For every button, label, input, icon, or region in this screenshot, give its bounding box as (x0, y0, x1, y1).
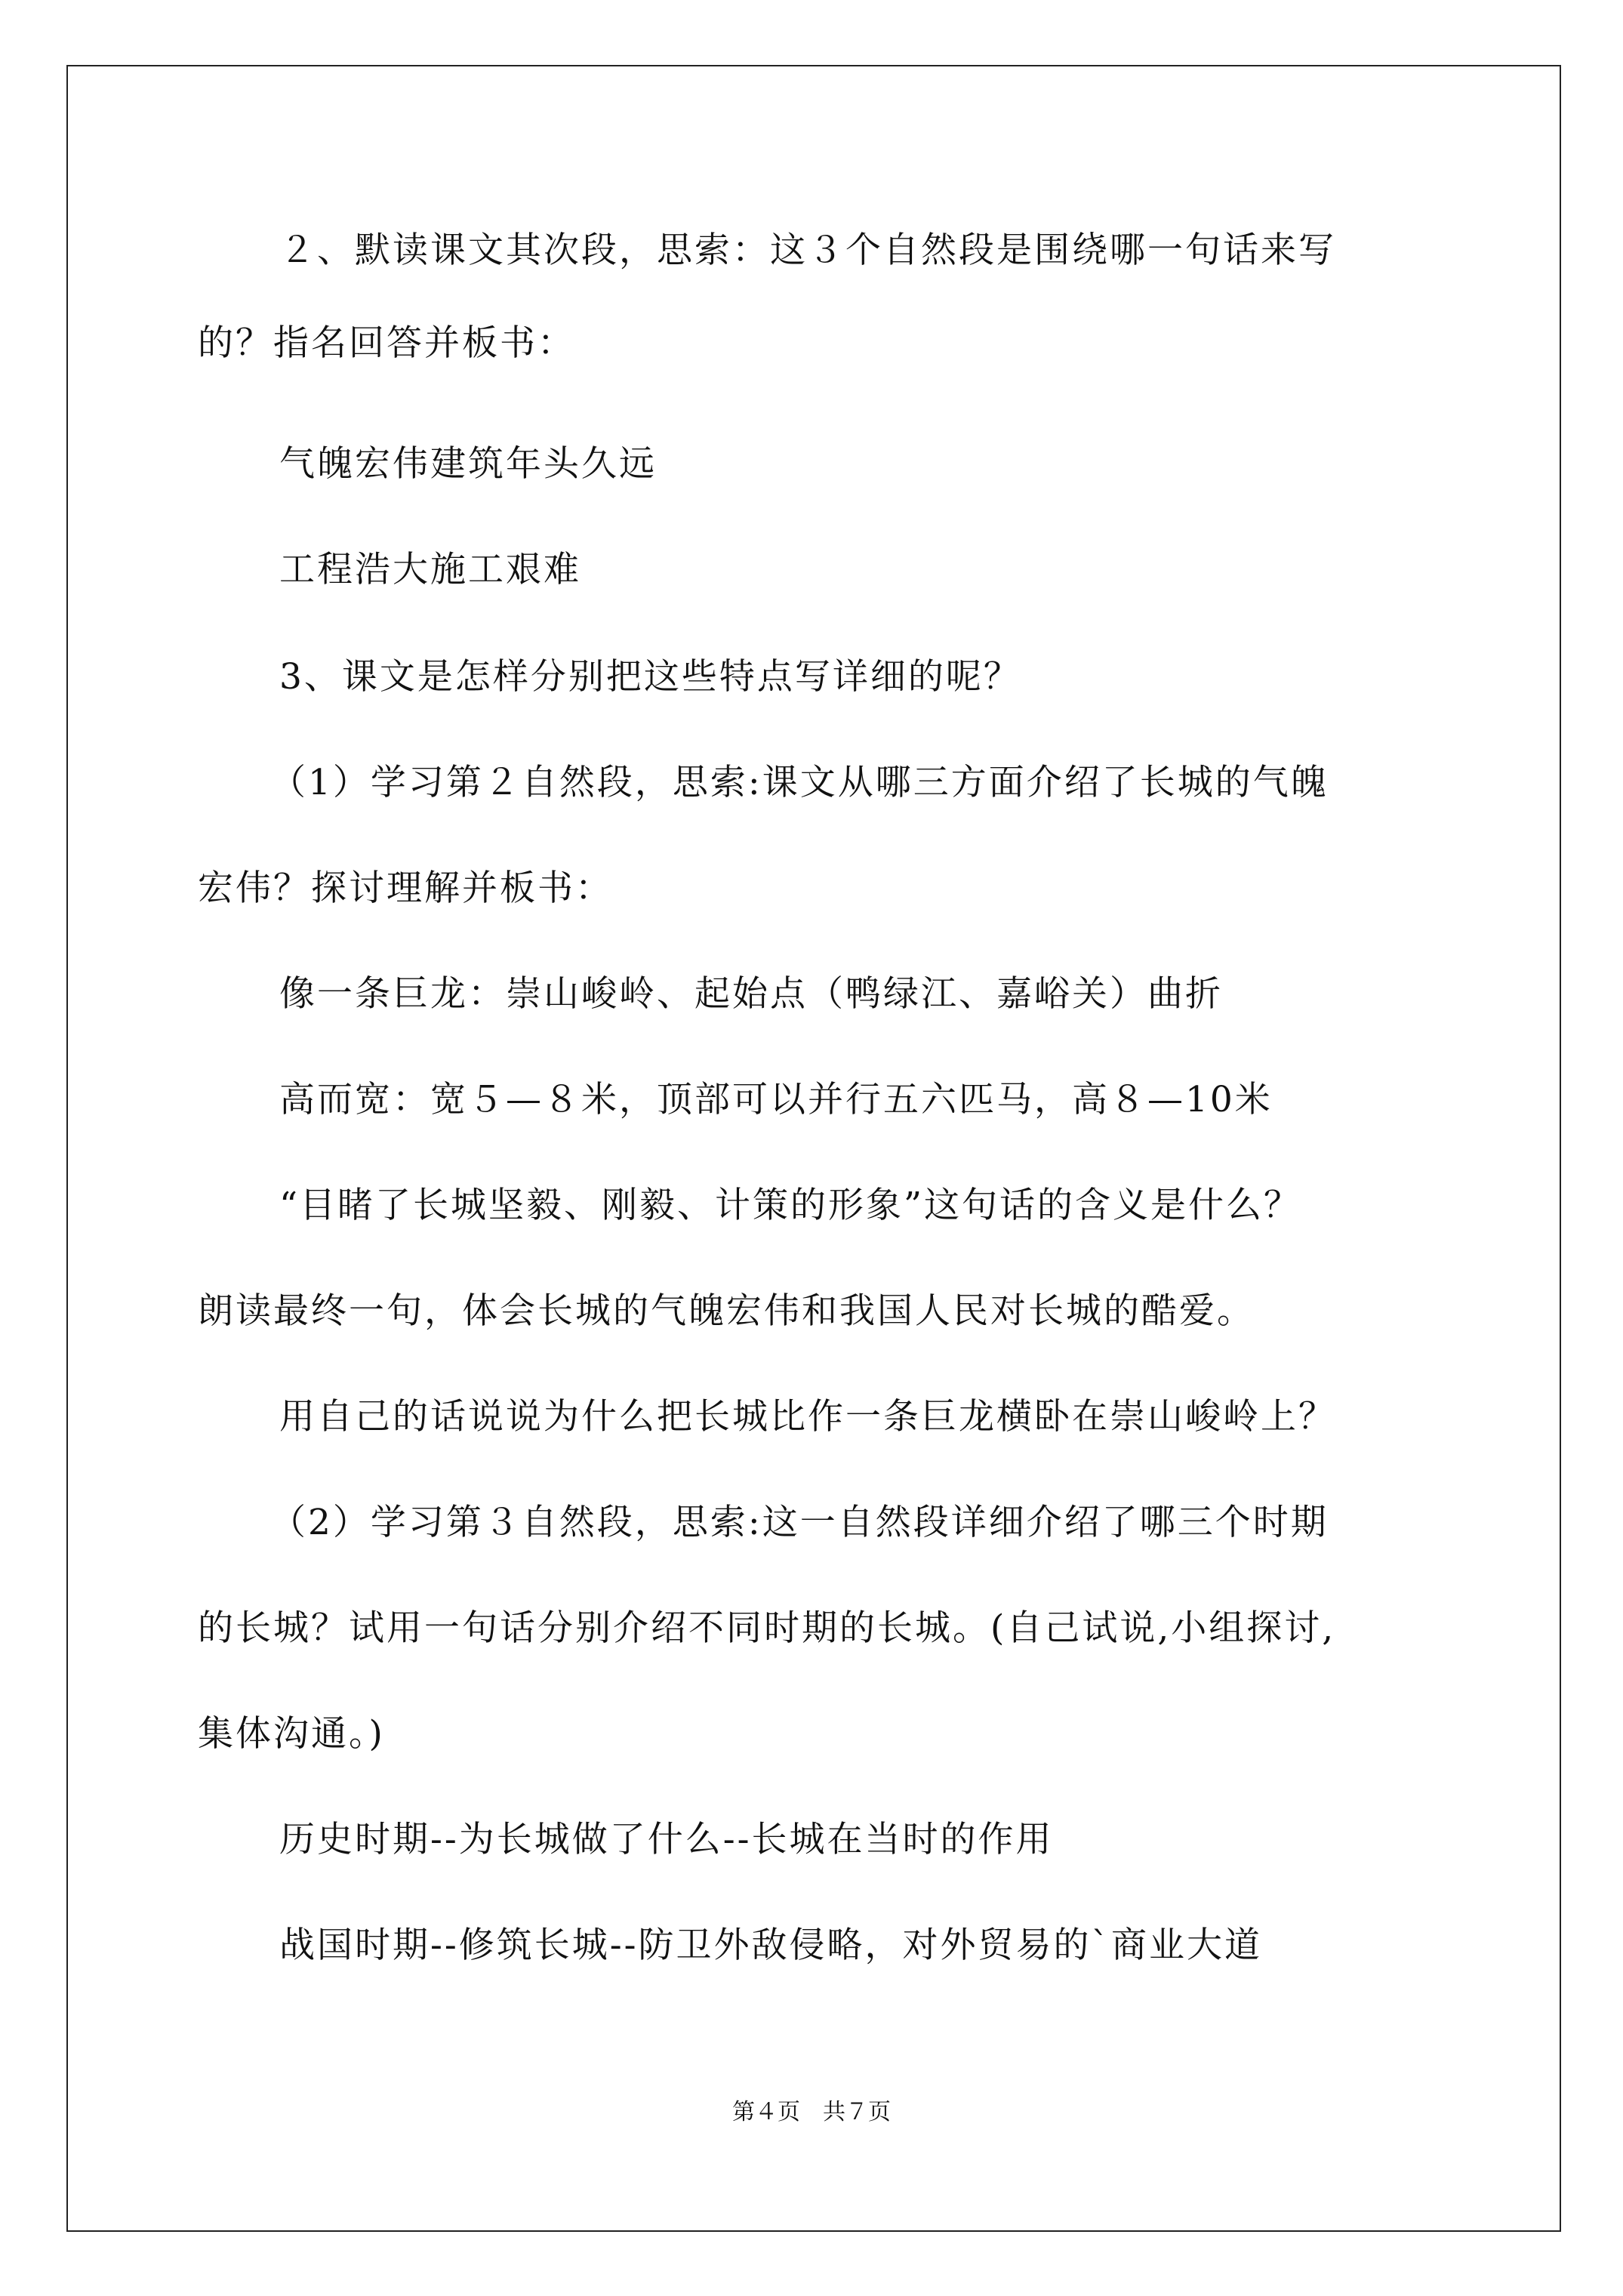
text-line-3: 气魄宏伟建筑年头久远 (279, 443, 657, 485)
text-line-1: ２、默读课文其次段，思索：这３个自然段是围绕哪一句话来写 (279, 230, 1336, 271)
text-line-10: “目睹了长城坚毅、刚毅、计策的形象”这句话的含义是什么？ (279, 1185, 1302, 1226)
text-line-15: 集体沟通。) (198, 1713, 385, 1755)
text-line-8: 像一条巨龙：崇山峻岭、起始点（鸭绿江、嘉峪关）曲折 (279, 973, 1223, 1015)
text-line-9: 高而宽：宽５—８米，顶部可以并行五六匹马，高８—10米 (279, 1079, 1273, 1120)
text-line-17: 战国时期--修筑长城--防卫外敌侵略，对外贸易的`商业大道 (279, 1925, 1263, 1966)
text-line-12: 用自己的话说说为什么把长城比作一条巨龙横卧在崇山峻岭上？ (279, 1396, 1336, 1438)
page-number-footer: 第４页 共７页 (732, 2099, 891, 2125)
text-line-16: 历史时期--为长城做了什么--长城在当时的作用 (279, 1819, 1054, 1860)
text-line-13: （2）学习第３自然段，思索:这一自然段详细介绍了哪三个时期 (270, 1502, 1329, 1543)
text-line-5: 3、课文是怎样分别把这些特点写详细的呢？ (279, 656, 1021, 698)
text-line-11: 朗读最终一句，体会长城的气魄宏伟和我国人民对长城的酷爱。 (198, 1290, 1255, 1332)
text-line-7: 宏伟？探讨理解并板书： (198, 868, 613, 909)
text-line-6: （1）学习第２自然段，思索:课文从哪三方面介绍了长城的气魄 (270, 762, 1329, 803)
text-line-14: 的长城？试用一句话分别介绍不同时期的长城。(自己试说,小组探讨, (198, 1607, 1336, 1649)
page-border (66, 65, 1561, 2232)
text-line-2: 的？指名回答并板书： (198, 322, 575, 364)
text-line-4: 工程浩大施工艰难 (279, 549, 581, 590)
